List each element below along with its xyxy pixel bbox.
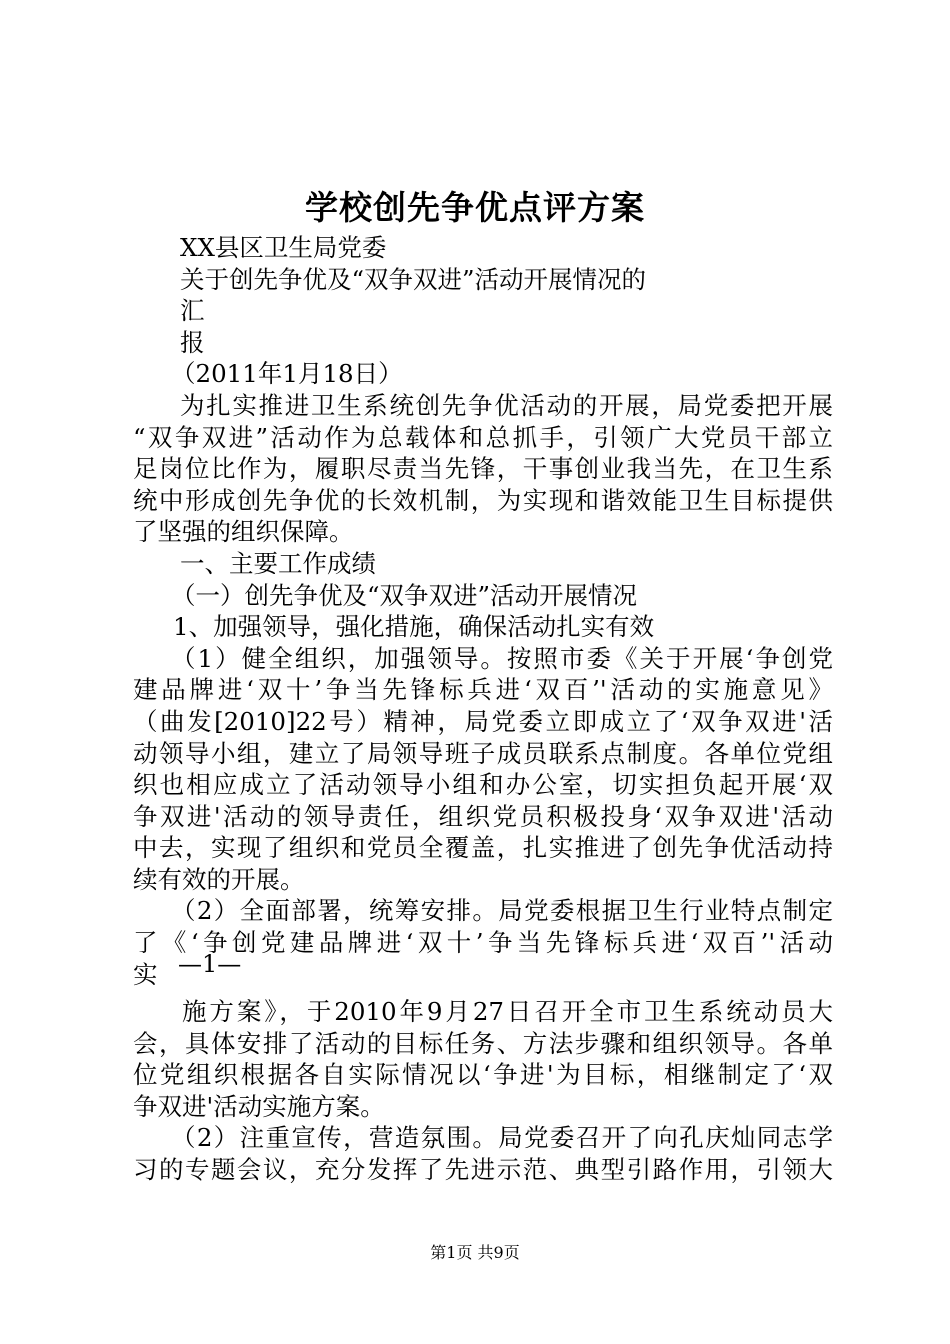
paragraph-line: 织也相应成立了活动领导小组和办公室，切实担负起开展‘双 <box>133 770 833 800</box>
paragraph-line: 动领导小组，建立了局领导班子成员联系点制度。各单位党组 <box>133 738 833 768</box>
subject-line: 报 <box>180 327 205 357</box>
body-block-2 <box>133 996 833 1186</box>
paragraph-line: 了《‘争创党建品牌进‘双十’争当先锋标兵进‘双百’'活动 <box>133 928 834 958</box>
subject-line: 汇 <box>180 296 205 326</box>
document-title: 学校创先争优点评方案 <box>305 188 645 227</box>
paragraph-line: 争双进'活动的领导责任，组织党员积极投身‘双争双进'活动 <box>133 801 833 831</box>
subject-line: 关于创先争优及“双争双进”活动开展情况的 <box>180 264 647 294</box>
paragraph-line: 实 <box>133 959 158 989</box>
section-heading: 一、主要工作成绩 <box>180 548 376 578</box>
paragraph-line: （2）全面部署，统筹安排。局党委根据卫生行业特点制定 <box>171 896 833 926</box>
paragraph-line: 续有效的开展。 <box>133 864 305 894</box>
paragraph-line: “双争双进”活动作为总载体和总抓手，引领广大党员干部立 <box>133 422 833 452</box>
paragraph-line: 建品牌进‘双十’争当先锋标兵进‘双百’'活动的实施意见》 <box>133 675 833 705</box>
paragraph-line: （2）注重宣传，营造氛围。局党委召开了向孔庆灿同志学 <box>171 1123 833 1153</box>
body-block-1 <box>133 232 833 990</box>
page-footer: 第1页 共9页 <box>430 1243 520 1262</box>
paragraph-line: 会，具体安排了活动的目标任务、方法步骤和组织领导。各单 <box>133 1028 833 1058</box>
paragraph-line: 位党组织根据各自实际情况以‘争进'为目标，相继制定了‘双 <box>133 1060 833 1090</box>
paragraph-line: 统中形成创先争优的长效机制，为实现和谐效能卫生目标提供 <box>133 485 833 515</box>
subsection-heading: 1、加强领导，强化措施，确保活动扎实有效 <box>173 612 655 642</box>
paragraph-line: 施方案》，于2010年9月27日召开全市卫生系统动员大 <box>182 997 833 1026</box>
paragraph-line: （曲发[2010]22号）精神，局党委立即成立了‘双争双进'活 <box>133 706 833 736</box>
paragraph-line: （1）健全组织，加强领导。按照市委《关于开展‘争创党 <box>171 643 833 673</box>
paragraph-line: 中去，实现了组织和党员全覆盖，扎实推进了创先争优活动持 <box>133 833 833 863</box>
paragraph-line: 了坚强的组织保障。 <box>133 517 354 547</box>
paragraph-line: 争双进'活动实施方案。 <box>133 1091 385 1121</box>
subsection-heading: （一）创先争优及“双争双进”活动开展情况 <box>171 580 638 610</box>
paragraph-line: 为扎实推进卫生系统创先争优活动的开展，局党委把开展 <box>180 390 833 420</box>
paragraph-line: 习的专题会议，充分发挥了先进示范、典型引路作用，引领大 <box>133 1154 833 1184</box>
paragraph-line: 足岗位比作为，履职尽责当先锋，干事创业我当先，在卫生系 <box>133 454 833 484</box>
inner-page-number: —1— <box>178 950 242 978</box>
date-line: （2011年1月18日） <box>171 359 403 389</box>
org-line: XX县区卫生局党委 <box>180 233 387 262</box>
